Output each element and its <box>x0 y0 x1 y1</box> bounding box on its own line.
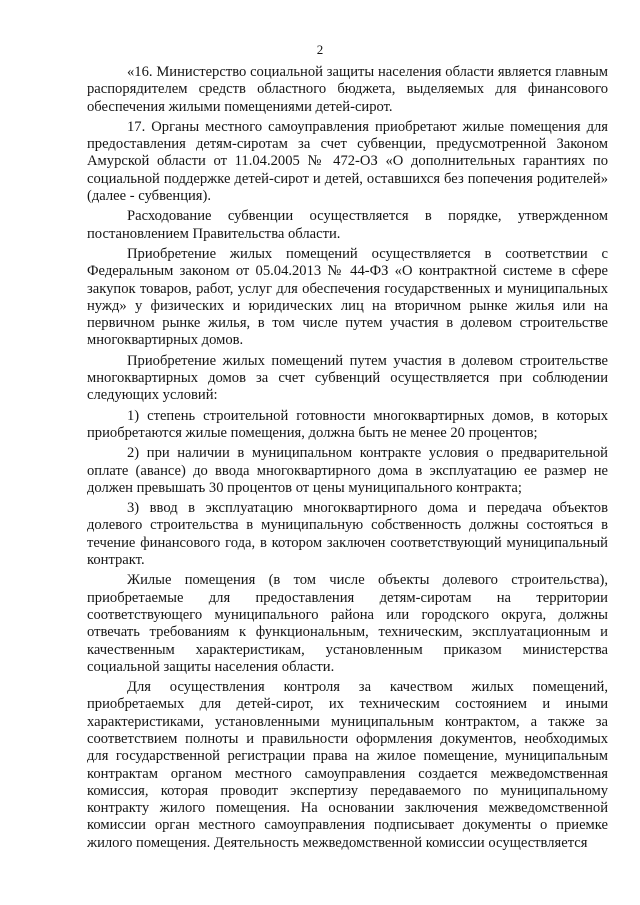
document-body <box>87 64 608 855</box>
paragraph-commission: Для осуществления контроля за качеством жилых помещений, приобретаемых для детей-сирот, их техническим состоянием и иными характеристиками, установленными муниципальным контрактом, а также за соответствием полноты и правильности оформления документов, необходимых для государственной регистрации права на жилое помещение, муниципальным контрактам органом местного самоуправления создается межведомственная комиссия, которая проводит экспертизу передаваемого по муниципальному контракту жилого помещения. На основании заключения межведомственной комиссии орган местного самоуправления подписывает документы о приемке жилого помещения. Деятельность межведомственной комиссии осуществляется <box>87 679 608 851</box>
page-number: 2 <box>316 42 324 57</box>
paragraph-17: 17. Органы местного самоуправления приобретают жилые помещения для предоставления детям-сиротам за счет субвенции, предусмотренной Законом Амурской области от 11.04.2005 № 472-ОЗ «О дополнительных гарантиях по социальной поддержке детей-сирот и детей, оставшихся без попечения родителей» (далее - субвенция). <box>87 118 608 205</box>
paragraph-acquisition-law: Приобретение жилых помещений осуществляется в соответствии с Федеральным законом от 05.04.2013 № 44-ФЗ «О контрактной системе в сфере закупок товаров, работ, услуг для обеспечения государственных и муниципальных нужд» у физических и юридических лиц на вторичном рынке жилья или на первичном рынке жилья, в том числе путем участия в долевом строительстве многоквартирных домов. <box>87 245 608 349</box>
condition-item-1: 1) степень строительной готовности многоквартирных домов, в которых приобретаются жилые помещения, должна быть не менее 20 процентов; <box>87 407 608 441</box>
paragraph-shared-construction: Приобретение жилых помещений путем участия в долевом строительстве многоквартирных домов за счет субвенций осуществляется при соблюдении следующих условий: <box>87 352 608 404</box>
paragraph-housing-requirements: Жилые помещения (в том числе объекты долевого строительства), приобретаемые для предоставления детям-сиротам на территории соответствующего муниципального района или городского округа, должны отвечать требованиям к функциональным, техническим, эксплуатационным и качественным характеристикам, установленным приказом министерства социальной защиты населения области. <box>87 572 608 675</box>
condition-item-3: 3) ввод в эксплуатацию многоквартирного дома и передача объектов долевого строительства в муниципальную собственность должны состояться в течение финансового года, в котором заключен соответствующий муниципальный контракт. <box>87 500 608 569</box>
paragraph-16: «16. Министерство социальной защиты населения области является главным распорядителем средств областного бюджета, выделяемых для финансового обеспечения жилыми помещениями детей-сирот. <box>87 64 608 115</box>
condition-item-2: 2) при наличии в муниципальном контракте условия о предварительной оплате (авансе) до ввода многоквартирного дома в эксплуатацию ее размер не должен превышать 30 процентов от цены муниципального контракта; <box>87 445 608 496</box>
paragraph-subvention-spending: Расходование субвенции осуществляется в порядке, утвержденном постановлением Правительства области. <box>87 208 608 242</box>
